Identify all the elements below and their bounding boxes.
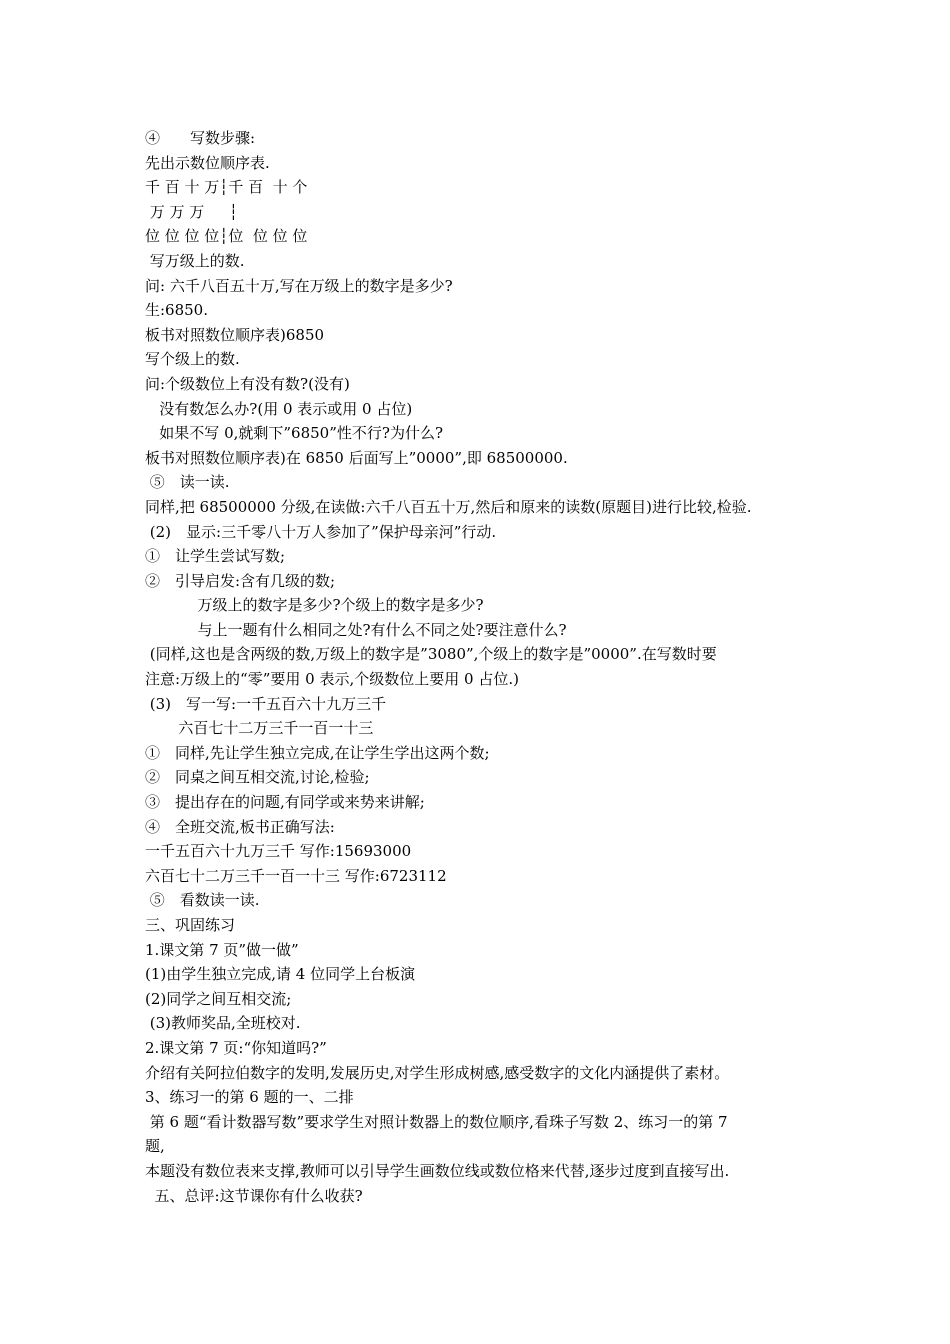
text-line: 板书对照数位顺序表)6850	[145, 325, 325, 344]
text-line: (3)教师奖品,全班校对.	[145, 1014, 301, 1033]
text-line: 如果不写 0,就剩下”6850”性不行?为什么?	[145, 424, 443, 443]
text-line: 本题没有数位表来支撑,教师可以引导学生画数位线或数位格来代替,逐步过度到直接写出.	[145, 1161, 730, 1180]
text-line: 没有数怎么办?(用 0 表示或用 0 占位)	[145, 399, 413, 418]
text-line: 与上一题有什么相同之处?有什么不同之处?要注意什么?	[145, 620, 567, 639]
text-line: 万级上的数字是多少?个级上的数字是多少?	[145, 596, 484, 615]
section-3-heading: (3) 写一写:一千五百六十九万三千	[145, 694, 387, 713]
document-body	[145, 126, 815, 1208]
text-line: (同样,这也是含两级的数,万级上的数字是”3080”,个级上的数字是”0000”.在写数时要	[145, 645, 717, 664]
text-line: 介绍有关阿拉伯数字的发明,发展历史,对学生形成树感,感受数字的文化内涵提供了素材。	[145, 1063, 730, 1082]
text-line: 2.课文第 7 页:“你知道吗?”	[145, 1038, 327, 1057]
text-line: 一千五百六十九万三千 写作:15693000	[145, 842, 412, 861]
summary-heading: 五、总评:这节课你有什么收获?	[145, 1186, 363, 1205]
text-line: 问: 六千八百五十万,写在万级上的数字是多少?	[145, 276, 453, 295]
text-line: 问:个级数位上有没有数?(没有)	[145, 374, 350, 393]
text-line: ② 引导启发:含有几级的数;	[145, 571, 336, 590]
text-line: ② 同桌之间互相交流,讨论,检验;	[145, 768, 370, 787]
text-line: ① 同样,先让学生独立完成,在让学生学出这两个数;	[145, 743, 490, 762]
step-5-heading: ⑤ 读一读.	[145, 473, 230, 492]
text-line: 3、练习一的第 6 题的一、二排	[145, 1088, 354, 1107]
text-line: ⑤ 看数读一读.	[145, 891, 260, 910]
text-line: 先出示数位顺序表.	[145, 153, 270, 172]
text-line: 同样,把 68500000 分级,在读做:六千八百五十万,然后和原来的读数(原题目)进行比较,检验.	[145, 497, 752, 516]
text-line: 板书对照数位顺序表)在 6850 后面写上”0000”,即 68500000.	[145, 448, 568, 467]
text-line: (1)由学生独立完成,请 4 位同学上台板演	[145, 965, 416, 984]
text-line: 题,	[145, 1137, 165, 1156]
practice-heading: 三、巩固练习	[145, 916, 236, 934]
text-line: ③ 提出存在的问题,有同学或来势来讲解;	[145, 793, 425, 812]
text-line: (2)同学之间互相交流;	[145, 989, 292, 1008]
section-2-heading: (2) 显示:三千零八十万人参加了”保护母亲河”行动.	[145, 522, 497, 541]
text-line: 六百七十二万三千一百一十三 写作:6723112	[145, 866, 447, 885]
text-line: 注意:万级上的“零”要用 0 表示,个级数位上要用 0 占位.)	[145, 670, 519, 689]
text-line: 1.课文第 7 页”做一做”	[145, 940, 299, 959]
text-line: 六百七十二万三千一百一十三	[145, 719, 374, 738]
place-value-table-row: 位 位 位 位┆位 位 位 位	[145, 227, 308, 246]
text-line: 写万级上的数.	[145, 251, 245, 270]
place-value-table-row: 万 万 万 ┆	[145, 202, 238, 221]
place-value-table-row: 千 百 十 万┆千 百 十 个	[145, 178, 308, 197]
text-line: ① 让学生尝试写数;	[145, 547, 286, 566]
text-line: 第 6 题“看计数器写数”要求学生对照计数器上的数位顺序,看珠子写数 2、练习一的第 7	[145, 1112, 728, 1131]
text-line: 写个级上的数.	[145, 350, 240, 369]
text-line: 生:6850.	[145, 301, 208, 320]
text-line: ④ 全班交流,板书正确写法:	[145, 817, 335, 836]
step-4-heading: ④ 写数步骤:	[145, 129, 256, 147]
